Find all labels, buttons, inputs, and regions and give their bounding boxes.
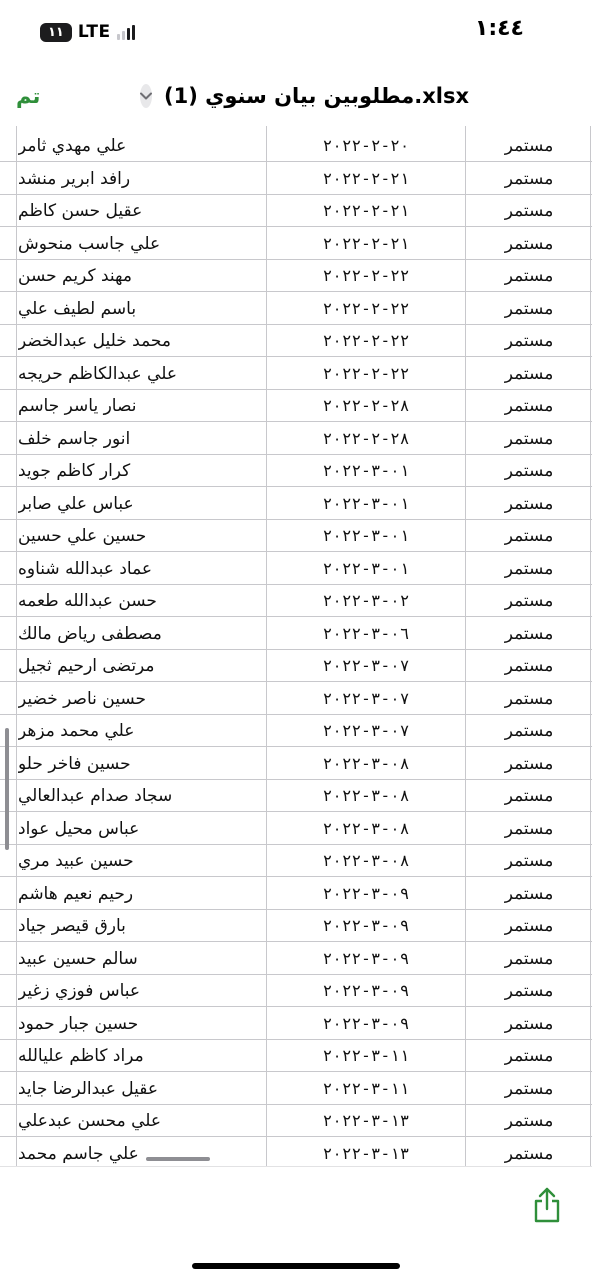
name-cell[interactable]: حسين ناصر خضير [18,688,147,709]
table-row[interactable] [0,650,592,682]
status-cell[interactable]: مستمر [504,623,554,644]
table-row[interactable] [0,1008,592,1040]
date-cell[interactable]: ٠٩-٣-٢٠٢٢ [322,883,410,903]
name-cell[interactable]: حسين عبيد مري [18,851,134,871]
status-cell[interactable]: مستمر [504,201,554,221]
date-cell[interactable]: ٠٧-٣-٢٠٢٢ [322,656,410,675]
name-cell[interactable]: علي محمد مزهر [18,721,135,741]
date-cell[interactable]: ٢١-٢-٢٠٢٢ [322,201,410,220]
name-cell[interactable]: بارق قيصر جياد [18,916,126,936]
date-cell[interactable]: ٠٩-٣-٢٠٢٢ [322,981,410,1000]
table-row[interactable] [0,358,592,390]
table-row[interactable] [0,1040,592,1072]
date-cell[interactable]: ٢٢-٢-٢٠٢٢ [322,266,410,285]
status-cell[interactable]: مستمر [504,168,554,189]
date-cell[interactable]: ٢٢-٢-٢٠٢٢ [322,298,410,318]
status-cell[interactable]: مستمر [504,1078,554,1099]
chevron-down-icon[interactable] [140,84,152,108]
status-cell[interactable]: مستمر [504,1013,554,1034]
status-cell[interactable]: مستمر [504,688,554,709]
table-row[interactable] [0,585,592,617]
sim-badge: ١١ [40,23,72,42]
spreadsheet[interactable] [0,126,592,1166]
status-cell[interactable]: مستمر [504,753,554,774]
status-cell[interactable]: مستمر [504,493,554,514]
table-row[interactable] [0,845,592,877]
status-cell[interactable]: مستمر [504,428,554,449]
status-cell[interactable]: مستمر [504,298,554,319]
name-cell[interactable]: رحيم نعيم هاشم [18,883,134,904]
table-row[interactable] [0,293,592,325]
name-cell[interactable]: عباس محيل عواد [18,818,140,839]
name-cell[interactable]: عباس علي صابر [18,493,134,514]
status-cell[interactable]: مستمر [504,136,554,156]
status-cell[interactable]: مستمر [504,233,554,254]
status-cell[interactable]: مستمر [504,1111,554,1131]
name-cell[interactable]: حسين علي حسين [18,526,147,546]
date-cell[interactable]: ٠٩-٣-٢٠٢٢ [322,948,410,968]
name-cell[interactable]: مهند كريم حسن [18,266,132,286]
date-cell[interactable]: ٠٦-٣-٢٠٢٢ [322,623,410,643]
name-cell[interactable]: علي جاسم محمد [18,1143,139,1164]
network-type: LTE [77,22,111,42]
date-cell[interactable]: ٠٢-٣-٢٠٢٢ [322,591,410,610]
table-row[interactable] [0,325,592,357]
status-cell[interactable]: مستمر [504,266,554,286]
status-cell[interactable]: مستمر [504,818,554,839]
status-cell[interactable]: مستمر [504,461,554,481]
date-cell[interactable]: ٢١-٢-٢٠٢٢ [322,168,410,188]
table-row[interactable] [0,390,592,422]
status-bar [0,0,592,64]
table-row[interactable] [0,553,592,585]
table-row[interactable] [0,195,592,227]
date-cell[interactable]: ٠١-٣-٢٠٢٢ [322,461,410,480]
status-cell[interactable]: مستمر [504,981,554,1001]
status-cell[interactable]: مستمر [504,396,554,416]
date-cell[interactable]: ١١-٣-٢٠٢٢ [322,1078,410,1098]
table-row[interactable] [0,455,592,487]
status-cell[interactable]: مستمر [504,363,554,384]
table-row[interactable] [0,943,592,975]
date-cell[interactable]: ١٣-٣-٢٠٢٢ [322,1111,410,1130]
name-cell[interactable]: عماد عبدالله شناوه [18,558,153,579]
name-cell[interactable]: حسن عبدالله طعمه [18,591,157,611]
name-cell[interactable]: انور جاسم خلف [18,428,131,449]
date-cell[interactable]: ٠٧-٣-٢٠٢٢ [322,721,410,740]
name-cell[interactable]: حسين جبار حمود [18,1013,139,1034]
name-cell[interactable]: علي جاسب منحوش [18,233,161,254]
status-cell[interactable]: مستمر [504,883,554,904]
date-cell[interactable]: ٠٨-٣-٢٠٢٢ [322,818,410,838]
name-cell[interactable]: عقيل حسن كاظم [18,201,143,221]
document-title: مطلوبين بيان سنوي (1).xlsx [164,84,470,108]
table-row[interactable] [0,618,592,650]
table-row[interactable] [0,910,592,942]
signal-strength-icon [117,24,135,40]
table-row[interactable] [0,813,592,845]
name-cell[interactable]: سجاد صدام عبدالعالي [18,786,173,806]
name-cell[interactable]: كرار كاظم جويد [18,461,131,481]
name-cell[interactable]: علي عبدالكاظم حريجه [18,363,177,384]
date-cell[interactable]: ٢٨-٢-٢٠٢٢ [322,396,410,415]
nav-bar [0,64,592,126]
table-row[interactable] [0,715,592,747]
vertical-scrollbar[interactable] [5,728,9,850]
name-cell[interactable]: علي محسن عبدعلي [18,1111,162,1131]
table-row[interactable] [0,780,592,812]
status-cell[interactable]: مستمر [504,558,554,579]
date-cell[interactable]: ٠٨-٣-٢٠٢٢ [322,851,410,870]
date-cell[interactable]: ٢٠-٢-٢٠٢٢ [322,136,410,155]
table-row[interactable] [0,748,592,780]
name-cell[interactable]: علي مهدي ثامر [18,136,127,156]
date-cell[interactable]: ٠٨-٣-٢٠٢٢ [322,786,410,805]
date-cell[interactable]: ٢١-٢-٢٠٢٢ [322,233,410,253]
date-cell[interactable]: ٢٨-٢-٢٠٢٢ [322,428,410,448]
status-cell[interactable]: مستمر [504,851,554,871]
horizontal-scrollbar[interactable] [146,1157,210,1161]
name-cell[interactable]: رافد ابرير منشد [18,168,131,189]
name-cell[interactable]: مراد كاظم عليالله [18,1046,144,1066]
name-cell[interactable]: نصار ياسر جاسم [18,396,137,416]
share-icon[interactable] [532,1187,562,1223]
date-cell[interactable]: ٠٩-٣-٢٠٢٢ [322,916,410,935]
table-row[interactable] [0,488,592,520]
table-row[interactable] [0,1105,592,1137]
status-cell[interactable]: مستمر [504,948,554,969]
table-row[interactable] [0,163,592,195]
status-cell[interactable]: مستمر [504,1046,554,1066]
date-cell[interactable]: ١١-٣-٢٠٢٢ [322,1046,410,1065]
status-left [40,22,135,42]
date-cell[interactable]: ٠١-٣-٢٠٢٢ [322,526,410,545]
date-cell[interactable]: ٠١-٣-٢٠٢٢ [322,558,410,578]
table-row[interactable] [0,423,592,455]
status-cell[interactable]: مستمر [504,331,554,351]
table-row[interactable] [0,1138,592,1167]
status-cell[interactable]: مستمر [504,916,554,936]
table-row[interactable] [0,975,592,1007]
status-cell[interactable]: مستمر [504,721,554,741]
table-row[interactable] [0,520,592,552]
date-cell[interactable]: ٢٢-٢-٢٠٢٢ [322,331,410,350]
status-cell[interactable]: مستمر [504,1143,554,1164]
done-button[interactable]: تم [16,84,41,108]
name-cell[interactable]: سالم حسين عبيد [18,948,138,969]
status-cell[interactable]: مستمر [504,786,554,806]
name-cell[interactable]: باسم لطيف علي [18,298,137,319]
date-cell[interactable]: ٠١-٣-٢٠٢٢ [322,493,410,513]
date-cell[interactable]: ٢٢-٢-٢٠٢٢ [322,363,410,383]
status-cell[interactable]: مستمر [504,591,554,611]
name-cell[interactable]: مصطفى رياض مالك [18,623,162,644]
date-cell[interactable]: ٠٧-٣-٢٠٢٢ [322,688,410,708]
date-cell[interactable]: ٠٩-٣-٢٠٢٢ [322,1013,410,1033]
name-cell[interactable]: مرتضى ارحيم ثجيل [18,656,155,676]
status-cell[interactable]: مستمر [504,656,554,676]
table-row[interactable] [0,228,592,260]
bottom-toolbar [0,1166,592,1280]
name-cell[interactable]: محمد خليل عبدالخضر [18,331,171,351]
table-row[interactable] [0,260,592,292]
name-cell[interactable]: عباس فوزي زغير [18,981,141,1001]
home-indicator [192,1263,400,1269]
table-row[interactable] [0,683,592,715]
date-cell[interactable]: ١٣-٣-٢٠٢٢ [322,1143,410,1163]
name-cell[interactable]: عقيل عبدالرضا جايد [18,1078,158,1099]
table-row[interactable] [0,878,592,910]
name-cell[interactable]: حسين فاخر حلو [18,753,131,774]
clock: ١:٤٤ [474,16,524,41]
title-area[interactable] [140,84,470,108]
status-cell[interactable]: مستمر [504,526,554,546]
date-cell[interactable]: ٠٨-٣-٢٠٢٢ [322,753,410,773]
table-row[interactable] [0,130,592,162]
table-row[interactable] [0,1073,592,1105]
